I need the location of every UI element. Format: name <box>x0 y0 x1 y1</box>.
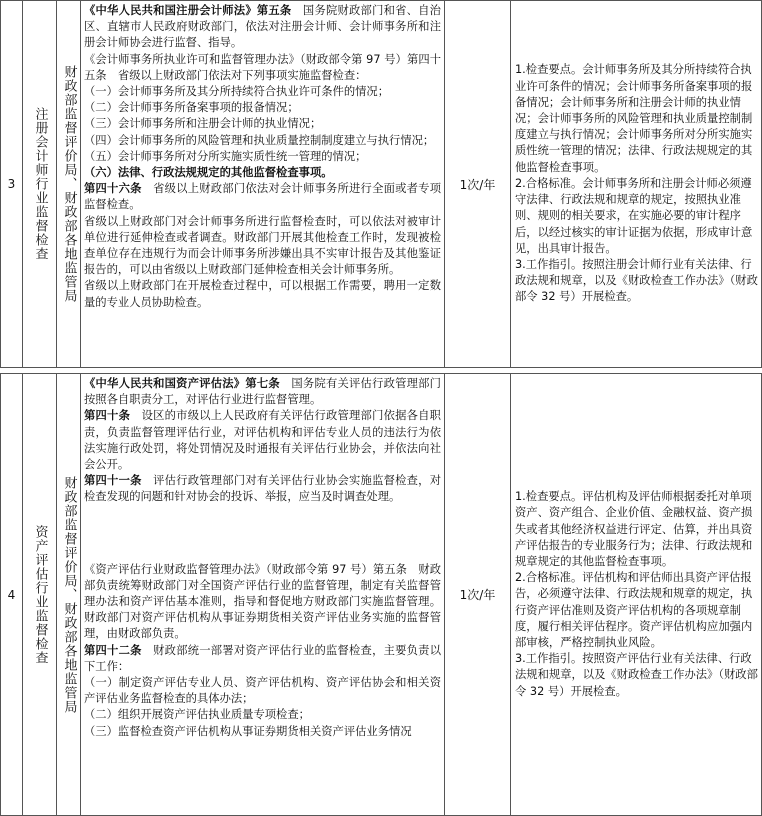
legal-basis <box>81 374 445 815</box>
inspection-item-text: 注册会计师行业监督检查 <box>32 107 48 261</box>
inspection-frequency <box>445 374 511 815</box>
row-number-text: 4 <box>7 587 16 602</box>
basis-text: 省级以上财政部门在开展检查过程中，可以根据工作需要，聘用一定数量的专业人员协助检查。 <box>84 279 441 309</box>
basis-text: 省级以上财政部门对会计师事务所进行监督检查时，可以依法对被审计单位进行延伸检查或者调查。财政部门开展其他检查工作时，发现被检查单位存在违规行为而会计师事务所涉嫌出具不实审计报告及其他鉴证报告的，可以由省级以上财政部门延伸检查相关会计师事务所。 <box>84 214 441 277</box>
method-paragraph: 1.检查要点。评估机构及评估师根据委托对单项资产、资产组合、企业价值、金融权益、资产损失或者其他经济权益进行评定、估算，并出具资产评估报告的专业服务行为；法律、行政法规和规章规定的其他监督检查事项。 <box>515 490 753 568</box>
basis-paragraph <box>84 707 441 723</box>
basis-paragraph <box>84 52 441 84</box>
inspection-subject <box>57 1 81 367</box>
basis-text: 国务院有关评估行政管理部门按照各自职责分工，对评估行业进行监督管理。 <box>84 377 441 407</box>
basis-paragraph <box>84 562 441 643</box>
basis-paragraph <box>84 408 441 473</box>
method-paragraph: 3.工作指引。按照资产评估行业有关法律、行政法规和规章，以及《财政检查工作办法》（财政部令 32 号）开展检查。 <box>515 652 758 698</box>
basis-paragraph <box>84 278 441 310</box>
basis-text: （二）组织开展资产评估执业质量专项检查； <box>84 708 310 722</box>
table-row <box>0 0 762 368</box>
basis-paragraph <box>84 376 441 408</box>
inspection-item <box>23 374 57 815</box>
basis-text: 省级以上财政部门依法对会计师事务所进行全面或者专项监督检查。 <box>84 182 441 212</box>
basis-text: （五）会计师事务所对分所实施实质性统一管理的情况； <box>84 149 367 163</box>
inspection-subject-text: 财政部监督评价局、财政部各地监管局 <box>61 475 77 714</box>
inspection-item-text: 资产评估行业监督检查 <box>32 524 48 665</box>
inspection-method <box>511 1 762 367</box>
basis-paragraph <box>84 724 441 740</box>
basis-text: 设区的市级以上人民政府有关评估行政管理部门依据各自职责，负责监督管理评估行业，对评估机构和评估专业人员的违法行为依法实施行政处罚，将处罚情况及时通报有关评估行业协会，并依法向社会公开。 <box>84 409 441 472</box>
basis-bold-text: 《中华人民共和国资产评估法》第七条 <box>84 377 280 390</box>
basis-bold-text: 第四十条 <box>84 409 131 423</box>
row-number <box>1 374 23 815</box>
inspection-method <box>511 374 762 815</box>
inspection-item <box>23 1 57 367</box>
basis-paragraph <box>84 643 441 675</box>
basis-paragraph <box>84 181 441 213</box>
frequency-text: 1次/年 <box>459 588 496 602</box>
basis-paragraph <box>84 165 441 181</box>
table-row <box>0 373 762 816</box>
inspection-subject <box>57 374 81 815</box>
basis-paragraph <box>84 84 441 100</box>
inspection-frequency <box>445 1 511 367</box>
basis-text: 国务院财政部门和省、自治区、直辖市人民政府财政部门，依法对注册会计师、会计师事务所和注册会计师协会进行监督、指导。 <box>84 4 441 50</box>
basis-text: 评估行政管理部门对有关评估行业协会实施监督检查，对检查发现的问题和针对协会的投诉、举报，应当及时调查处理。 <box>84 474 441 504</box>
method-paragraph: 2.合格标准。会计师事务所和注册会计师必须遵守法律、行政法规和规章的规定，按照执业准则、规则的相关要求，在实施必要的审计程序后，以经过核实的审计证据为依据，形成审计意见，出具审计报告。 <box>515 176 753 255</box>
method-paragraph: 2.合格标准。评估机构和评估师出具资产评估报告，必须遵守法律、行政法规和规章的规定，执行资产评估准则及资产评估机构的各项规章制度，履行相关评估程序。资产评估机构应加强内部审核，严格控制执业风险。 <box>515 571 753 649</box>
basis-paragraph <box>84 133 441 149</box>
legal-basis <box>81 1 445 367</box>
method-paragraph: 3.工作指引。按照注册会计师行业有关法律、行政法规和规章，以及《财政检查工作办法》（财政部令 32 号）开展检查。 <box>515 257 758 304</box>
basis-text: （一）会计师事务所及其分所持续符合执业许可条件的情况； <box>84 85 390 99</box>
basis-text: （二）会计师事务所备案事项的报备情况； <box>84 101 299 115</box>
basis-text: （三）会计师事务所和注册会计师的执业情况； <box>84 117 322 131</box>
paragraph-gap <box>84 506 441 562</box>
basis-text: （四）会计师事务所的风险管理和执业质量控制制度建立与执行情况； <box>84 133 435 147</box>
basis-paragraph <box>84 214 441 279</box>
basis-paragraph <box>84 675 441 707</box>
basis-bold-text: （六）法律、行政法规规定的其他监督检查事项。 <box>84 166 333 180</box>
basis-text: 《资产评估行业财政监督管理办法》（财政部令第 97 号）第五条 财政部负责统筹财政部门对全国资产评估行业的监督管理，制定有关监督管理办法和资产评估基本准则，指导和督促地方财政部门实施监督管理。财政部门对资产评估机构从事证券期货相关资产评估业务实施的监督管理，由财政部负责。 <box>84 562 441 641</box>
row-number <box>1 1 23 367</box>
frequency-text: 1次/年 <box>459 177 496 192</box>
basis-paragraph <box>84 149 441 165</box>
method-paragraph: 1.检查要点。会计师事务所及其分所持续符合执业许可条件的情况；会计师事务所备案事项的报备情况；会计师事务所和注册会计师的执业情况；会计师事务所的风险管理和执业质量控制制度建立与执行情况；会计师事务所对分所实施实质性统一管理的情况；法律、行政法规规定的其他监督检查事项。 <box>515 63 753 174</box>
basis-bold-text: 第四十一条 <box>84 474 142 488</box>
basis-text: （三）监督检查资产评估机构从事证券期货相关资产评估业务情况 <box>84 724 412 738</box>
basis-text: 财政部统一部署对资产评估行业的监督检查，主要负责以下工作： <box>84 643 441 673</box>
basis-bold-text: 第四十六条 <box>84 182 142 196</box>
basis-text: （一）制定资产评估专业人员、资产评估机构、资产评估协会和相关资产评估业务监督检查的具体办法； <box>84 676 441 706</box>
basis-bold-text: 《中华人民共和国注册会计师法》第五条 <box>84 4 292 17</box>
basis-bold-text: 第四十二条 <box>84 643 142 657</box>
row-number-text: 3 <box>7 177 16 191</box>
basis-paragraph <box>84 3 441 52</box>
basis-text: 《会计师事务所执业许可和监督管理办法》（财政部令第 97 号）第四十五条 省级以上财政部门依法对下列事项实施监督检查： <box>84 52 441 82</box>
basis-paragraph <box>84 116 441 132</box>
basis-paragraph <box>84 473 441 505</box>
basis-paragraph <box>84 100 441 116</box>
inspection-subject-text: 财政部监督评价局、财政部各地监管局 <box>61 65 77 303</box>
